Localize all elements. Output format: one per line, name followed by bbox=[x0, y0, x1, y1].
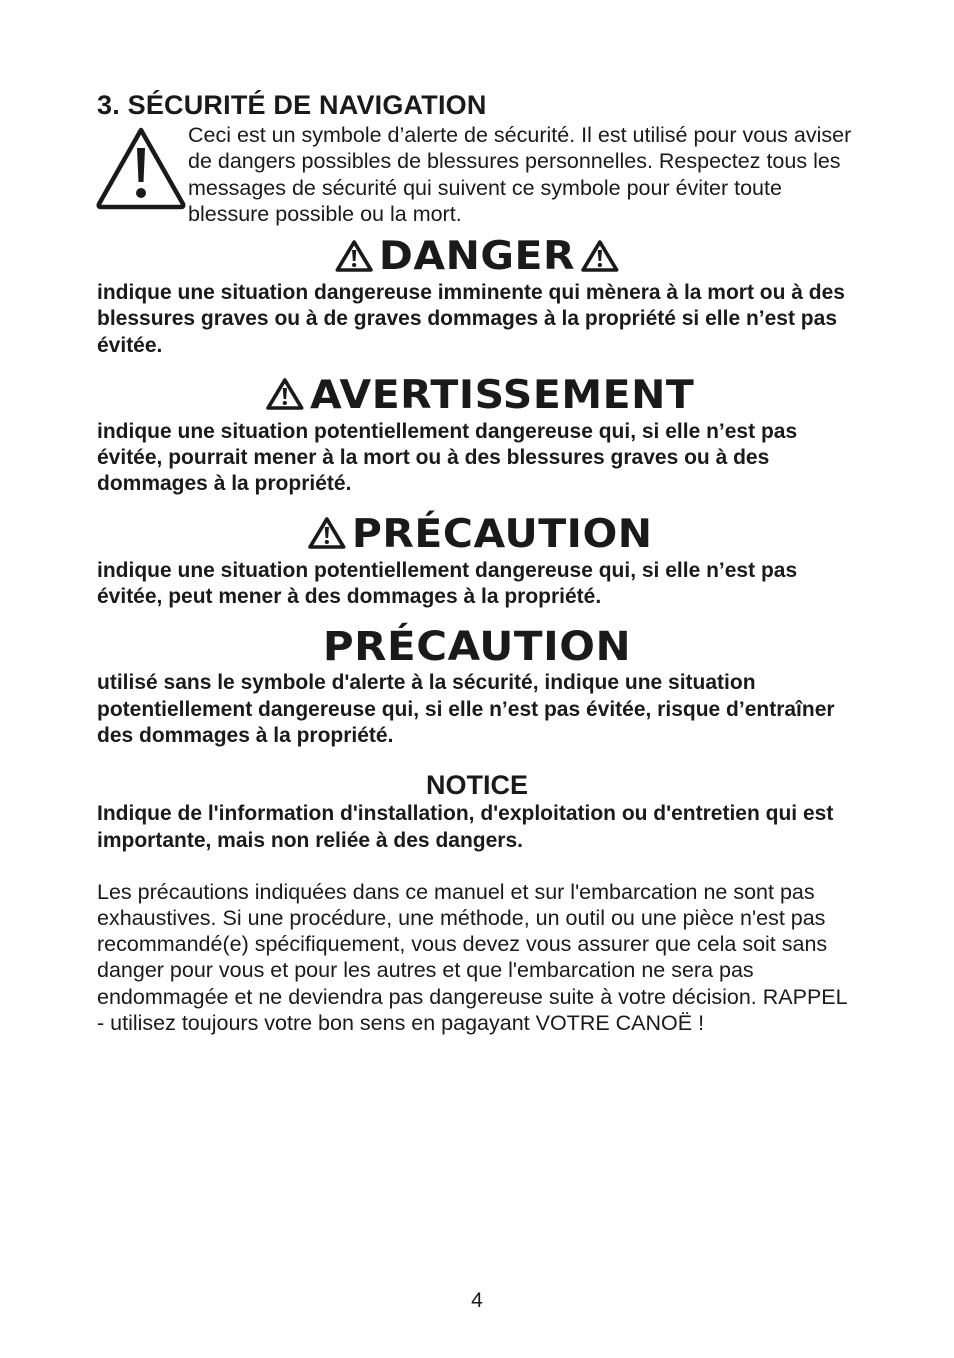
danger-heading bbox=[78, 234, 876, 280]
caution-symbol-heading bbox=[78, 512, 876, 558]
caution-symbol-description: indique une situation potentiellement dangereuse qui, si elle n’est pas évitée, peut mener à des dommages à la propriété. bbox=[97, 558, 798, 609]
caution-plain-heading bbox=[78, 624, 876, 670]
danger-label: DANGER bbox=[378, 234, 576, 279]
closing-paragraph: Les précautions indiquées dans ce manuel et sur l'embarcation ne sont pas exhaustives. Si une procédure, une méthode, un outil ou une pièce n'est pas recommandé(e) spécifiquement, vous devez vous assurer que cela soit sans danger pour vous et pour les autres et que l'embarcation ne sera pas endommagée et ne deviendra pas dangereuse suite à votre décision. RAPPEL - utilisez toujours votre bon sens en pagayant VOTRE CANOË ! bbox=[97, 879, 847, 1035]
danger-description: indique une situation dangereuse imminente qui mènera à la mort ou à des blessures graves ou à de graves dommages à la propriété si elle n’est pas évitée. bbox=[97, 281, 845, 357]
warning-triangle-icon bbox=[335, 240, 373, 272]
caution-plain-label: PRÉCAUTION bbox=[322, 624, 632, 671]
safety-alert-description: Ceci est un symbole d’alerte de sécurité. Il est utilisé pour vous aviser de dangers possibles de blessures personnelles. Respectez tous les messages de sécurité qui suivent ce symbole pour éviter toute blessure possible ou la mort. bbox=[188, 123, 852, 226]
page-number: 4 bbox=[471, 1289, 483, 1312]
safety-alert-intro bbox=[97, 122, 857, 226]
safety-alert-icon bbox=[95, 124, 187, 210]
warning-triangle-icon bbox=[308, 517, 346, 549]
section-title: 3. SÉCURITÉ DE NAVIGATION bbox=[97, 90, 487, 120]
caution-plain-description: utilisé sans le symbole d'alerte à la sécurité, indique une situation potentiellement dangereuse qui, si elle n’est pas évitée, risque d’entraîner des dommages à la propriété. bbox=[97, 671, 835, 747]
warning-heading bbox=[78, 373, 876, 419]
manual-page bbox=[97, 88, 857, 1036]
notice-description: Indique de l'information d'installation, d'exploitation ou d'entretien qui est importante, mais non reliée à des dangers. bbox=[97, 802, 834, 852]
caution-symbol-label: PRÉCAUTION bbox=[351, 511, 653, 557]
warning-description: indique une situation potentiellement dangereuse qui, si elle n’est pas évitée, pourrait mener à la mort ou à des blessures graves ou à des dommages à la propriété. bbox=[97, 419, 798, 496]
warning-triangle-icon bbox=[266, 378, 304, 410]
warning-label: AVERTISSEMENT bbox=[310, 372, 695, 418]
notice-heading: NOTICE bbox=[425, 770, 528, 801]
warning-triangle-icon bbox=[581, 240, 619, 272]
